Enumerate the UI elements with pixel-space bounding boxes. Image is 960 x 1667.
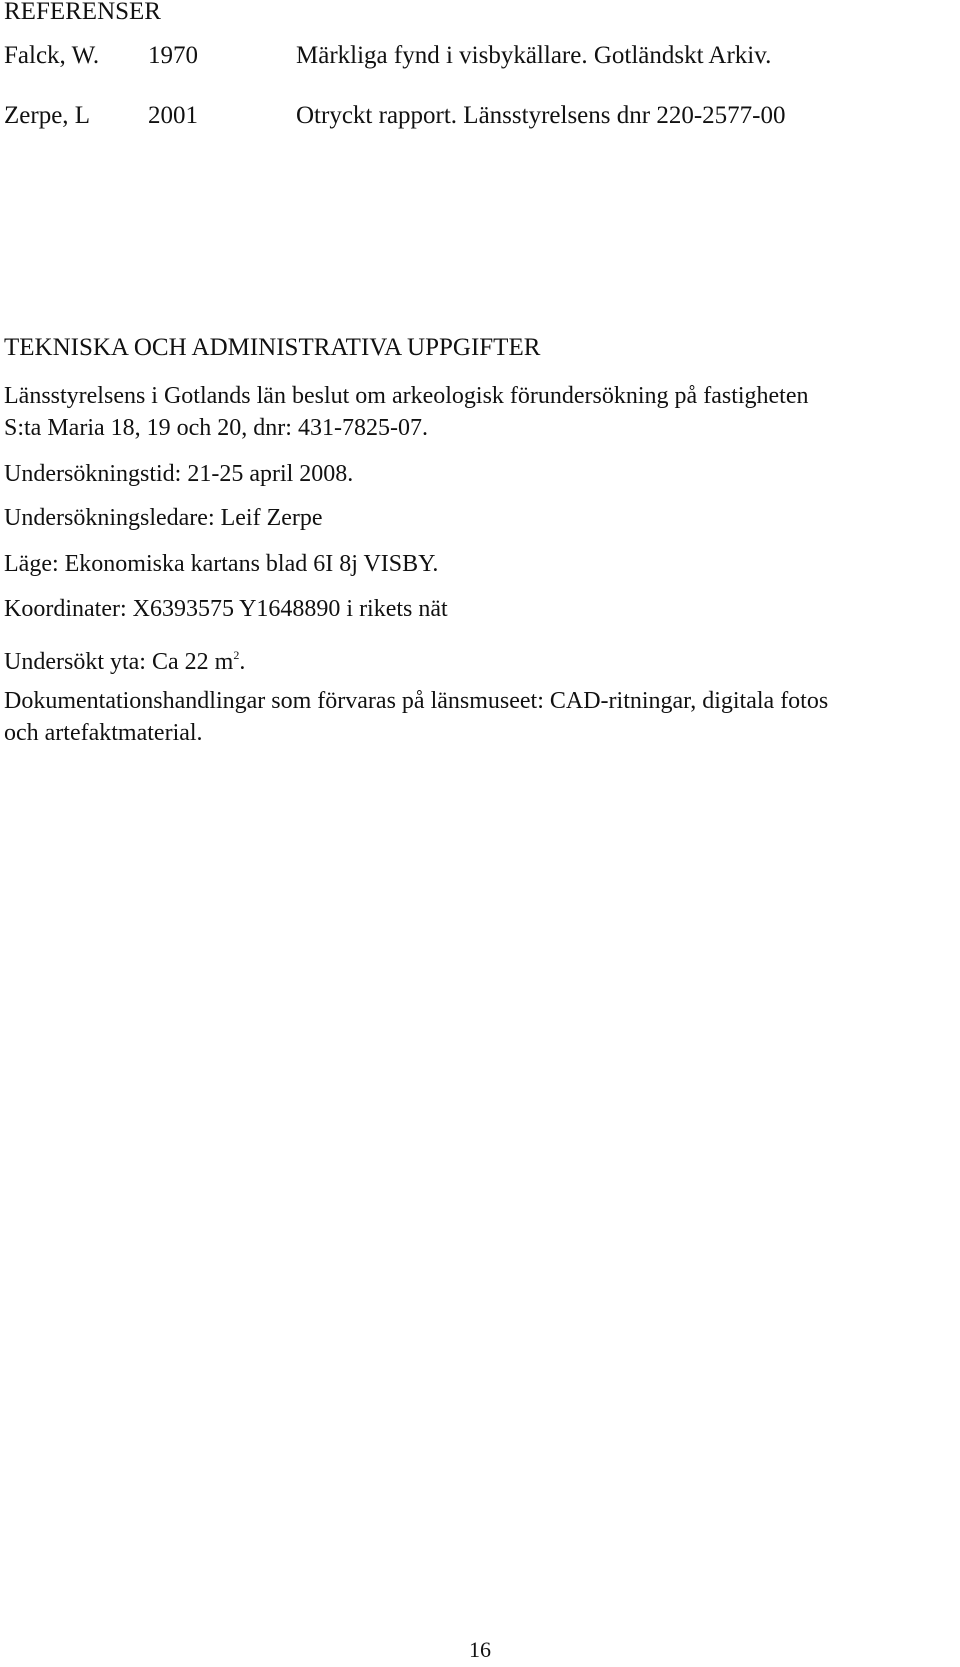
area-unit-superscript: 2 [233, 648, 240, 662]
decision-line: S:ta Maria 18, 19 och 20, dnr: 431-7825-07. [4, 415, 428, 441]
documentation-line: och artefaktmaterial. [4, 720, 203, 746]
decision-line: Länsstyrelsens i Gotlands län beslut om arkeologisk förundersökning på fastigheten [4, 383, 809, 409]
documentation-line: Dokumentationshandlingar som förvaras på länsmuseet: CAD-ritningar, digitala fotos [4, 688, 829, 714]
map-location: Läge: Ekonomiska kartans blad 6I 8j VISBY. [4, 551, 439, 577]
reference-title: Märkliga fynd i visbykällare. Gotländskt Arkiv. [296, 42, 772, 69]
reference-year: 2001 [148, 102, 198, 129]
references-heading: REFERENSER [4, 0, 161, 25]
investigated-area-text: Undersökt yta: Ca 22 m [4, 649, 234, 675]
reference-title: Otryckt rapport. Länsstyrelsens dnr 220-2577-00 [296, 102, 786, 129]
area-suffix: . [239, 649, 246, 675]
investigation-leader: Undersökningsledare: Leif Zerpe [4, 505, 323, 531]
reference-author: Falck, W. [4, 42, 100, 69]
investigation-period: Undersökningstid: 21-25 april 2008. [4, 461, 354, 487]
page-number: 16 [469, 1637, 491, 1662]
investigated-area [4, 640, 245, 677]
reference-author: Zerpe, L [4, 102, 91, 129]
technical-heading: TEKNISKA OCH ADMINISTRATIVA UPPGIFTER [4, 334, 541, 361]
reference-year: 1970 [148, 42, 198, 69]
coordinates: Koordinater: X6393575 Y1648890 i rikets nät [4, 596, 448, 622]
